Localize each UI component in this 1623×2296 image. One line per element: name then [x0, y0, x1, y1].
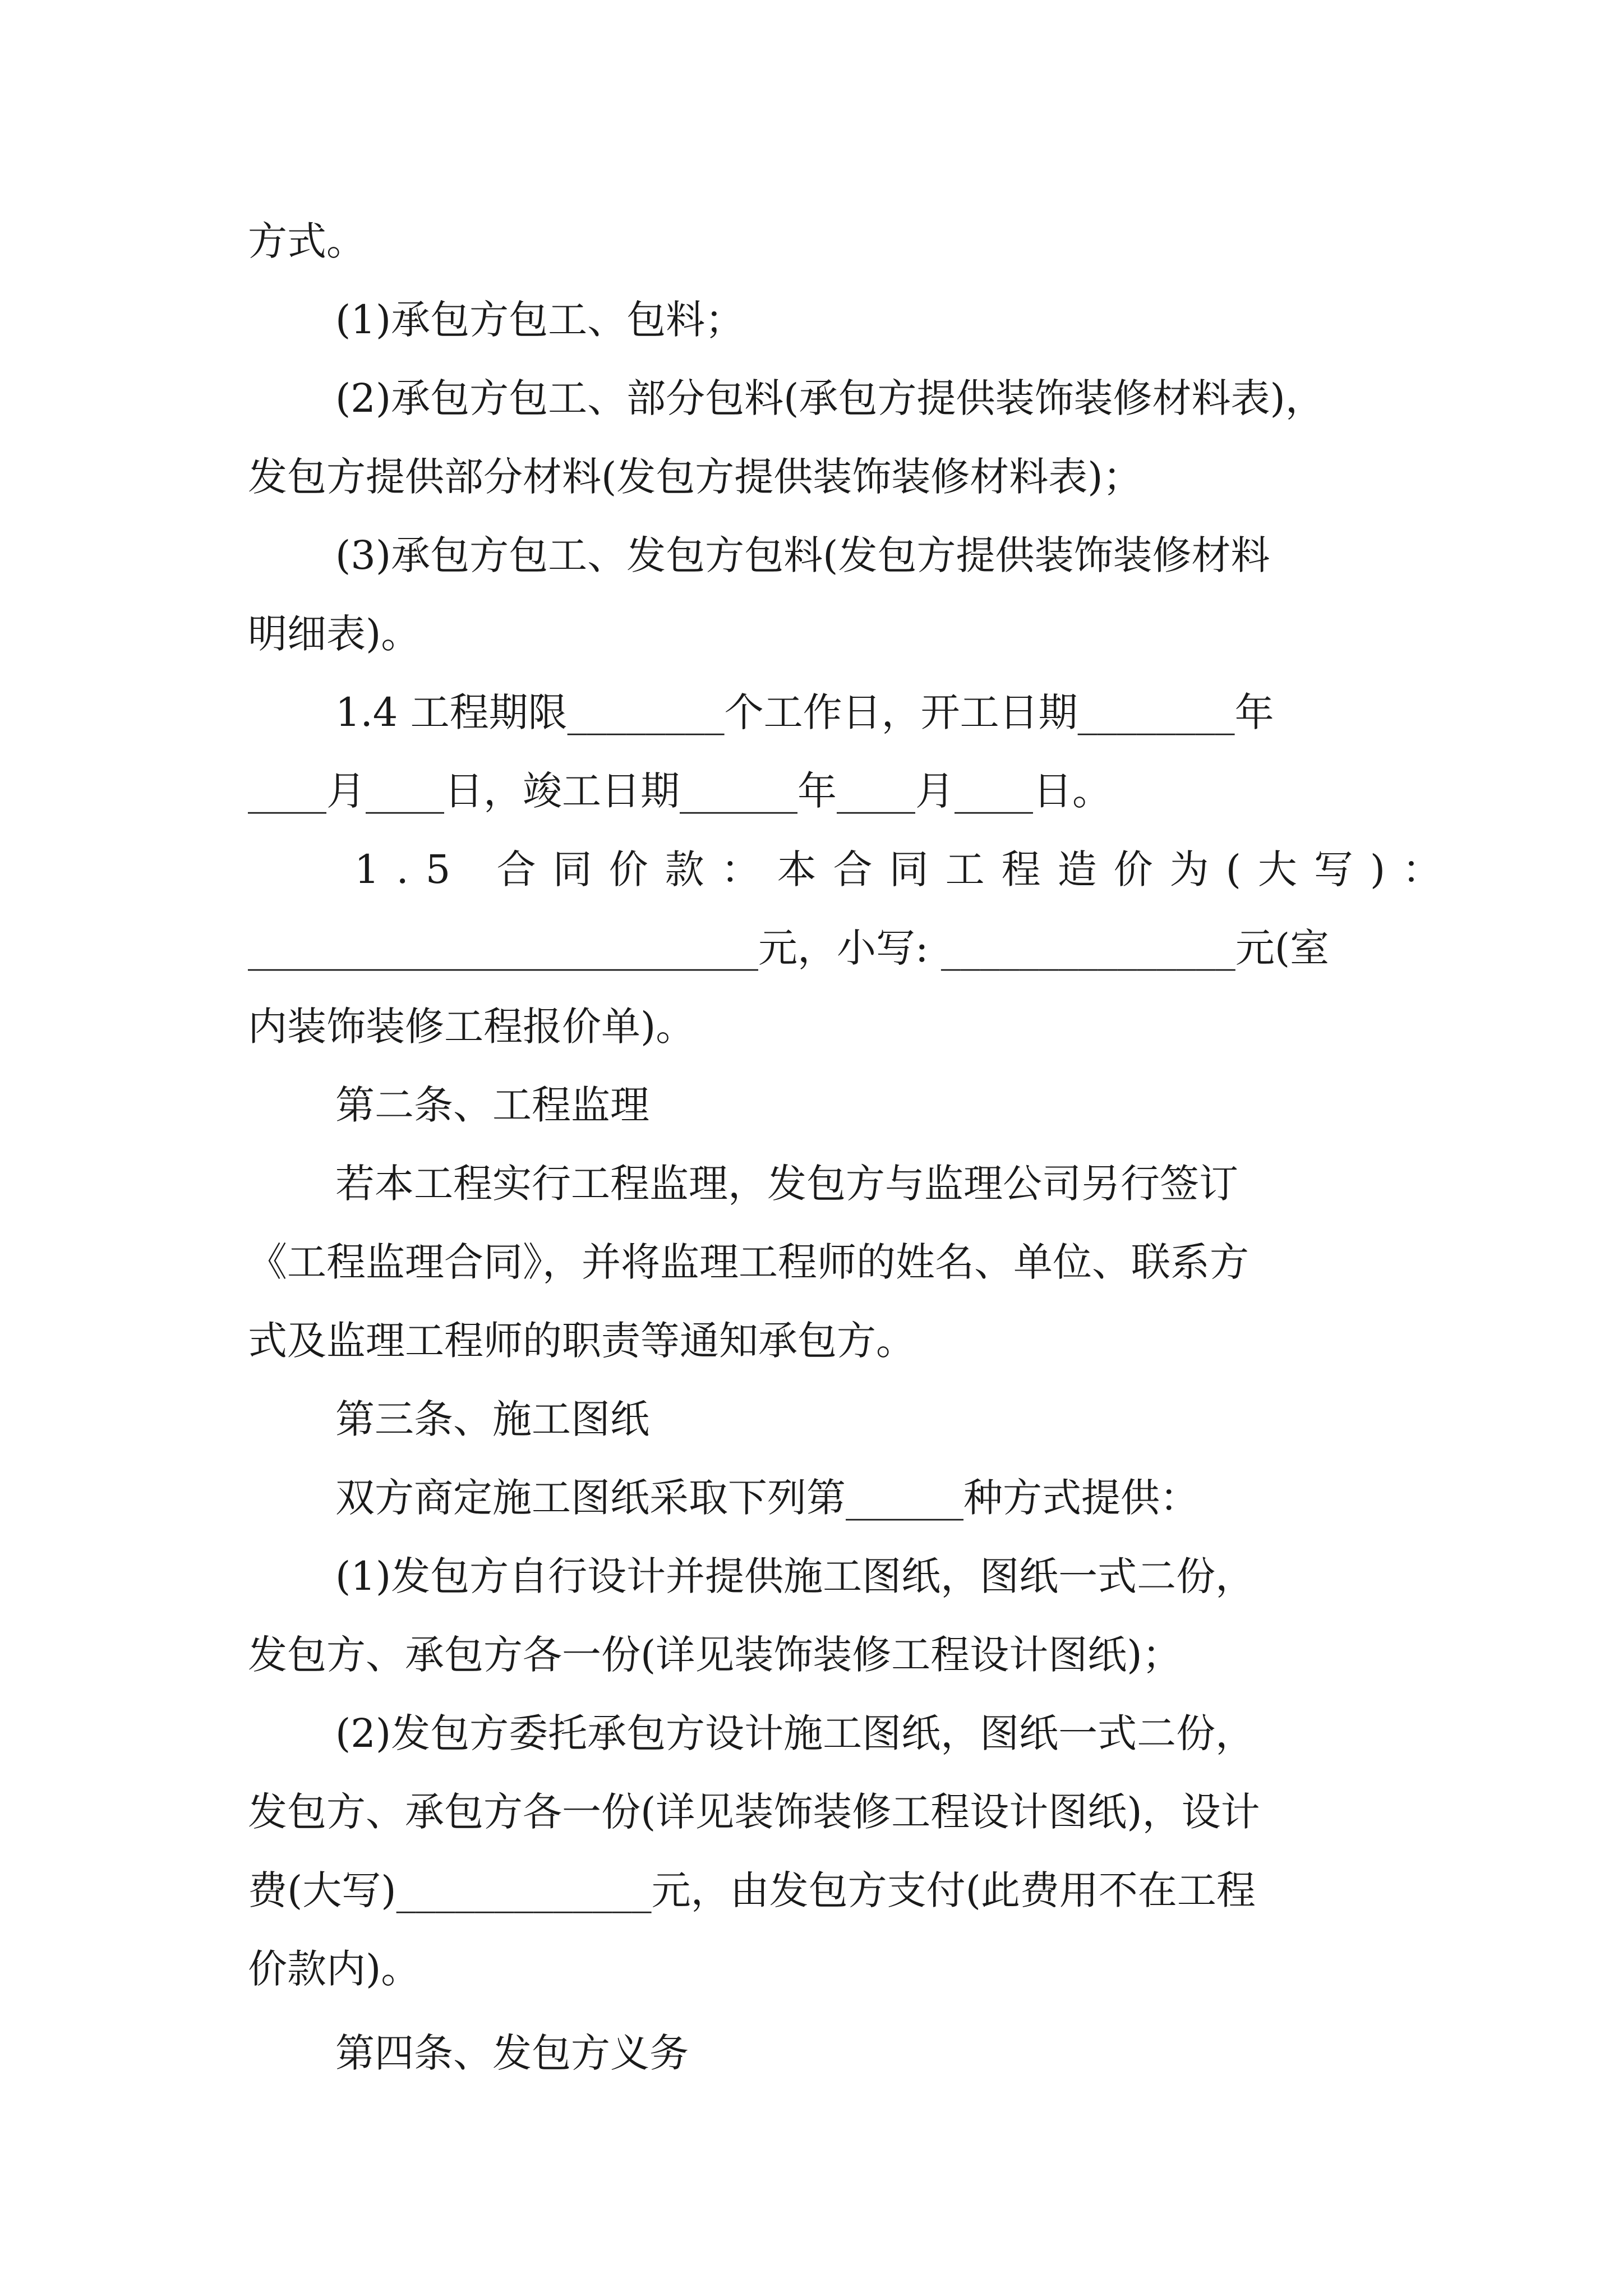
- line-text: (3)承包方包工、发包方包料(发包方提供装饰装修材料: [335, 532, 1270, 578]
- line-text: 内装饰装修工程报价单)。: [248, 1004, 695, 1050]
- line-text: (1)发包方自行设计并提供施工图纸，图纸一式二份，: [335, 1553, 1255, 1599]
- line-text: 第四条、发包方义务: [335, 2030, 689, 2076]
- line-text: 第二条、工程监理: [335, 1082, 649, 1128]
- line-text: __________________________元，小写: _______________元(室: [248, 925, 1330, 971]
- line-text: 1.4 工程期限________个工作日，开工日期________年: [335, 689, 1274, 735]
- text-line: [0, 1150, 1623, 1217]
- line-text: 方式。: [248, 218, 366, 264]
- line-text: 《工程监理合同》，并将监理工程师的姓名、单位、联系方: [248, 1239, 1249, 1285]
- line-text: 发包方提供部分材料(发包方提供装饰装修材料表)；: [248, 454, 1142, 500]
- text-line: [0, 286, 1623, 353]
- line-text: (2)承包方包工、部分包料(承包方提供装饰装修材料表)，: [335, 375, 1325, 421]
- line-text: 明细表)。: [248, 611, 421, 657]
- text-line: [0, 1935, 1623, 2003]
- line-text: (2)发包方委托承包方设计施工图纸，图纸一式二份，: [335, 1710, 1255, 1756]
- text-line: [0, 1543, 1623, 1610]
- line-text: (1)承包方包工、包料；: [335, 297, 745, 343]
- text-line: [0, 365, 1623, 432]
- line-text: 价款内)。: [248, 1946, 421, 1992]
- text-line: [0, 836, 1623, 903]
- text-line: [0, 1386, 1623, 1453]
- text-line: [0, 757, 1623, 825]
- text-line: [0, 1778, 1623, 1846]
- text-line: [0, 1464, 1623, 1531]
- text-line: [0, 679, 1623, 746]
- line-text: 费(大写)_____________元，由发包方支付(此费用不在工程: [248, 1867, 1256, 1913]
- text-line: [0, 208, 1623, 275]
- line-text: 发包方、承包方各一份(详见装饰装修工程设计图纸)，设计: [248, 1789, 1260, 1835]
- line-text: 若本工程实行工程监理，发包方与监理公司另行签订: [335, 1161, 1238, 1207]
- text-line: [0, 1228, 1623, 1296]
- text-line: [0, 443, 1623, 510]
- text-line: [0, 914, 1623, 982]
- line-text: 式及监理工程师的职责等通知承包方。: [248, 1318, 915, 1364]
- text-line: [0, 1700, 1623, 1767]
- text-line: [0, 1621, 1623, 1688]
- text-line: [0, 522, 1623, 589]
- text-line: [0, 600, 1623, 668]
- text-line: [0, 1307, 1623, 1374]
- text-line: [0, 1857, 1623, 1924]
- text-line: [0, 1071, 1623, 1139]
- line-text: ____月____日，竣工日期______年____月____日。: [248, 768, 1112, 814]
- line-text: 第三条、施工图纸: [335, 1396, 649, 1442]
- text-line: [0, 2019, 1623, 2087]
- text-line: [0, 993, 1623, 1060]
- line-text: 发包方、承包方各一份(详见装饰装修工程设计图纸)；: [248, 1632, 1182, 1678]
- line-text: 1.5 合同价款：本合同工程造价为(大写)：: [354, 846, 1459, 892]
- line-text: 双方商定施工图纸采取下列第______种方式提供：: [335, 1475, 1199, 1521]
